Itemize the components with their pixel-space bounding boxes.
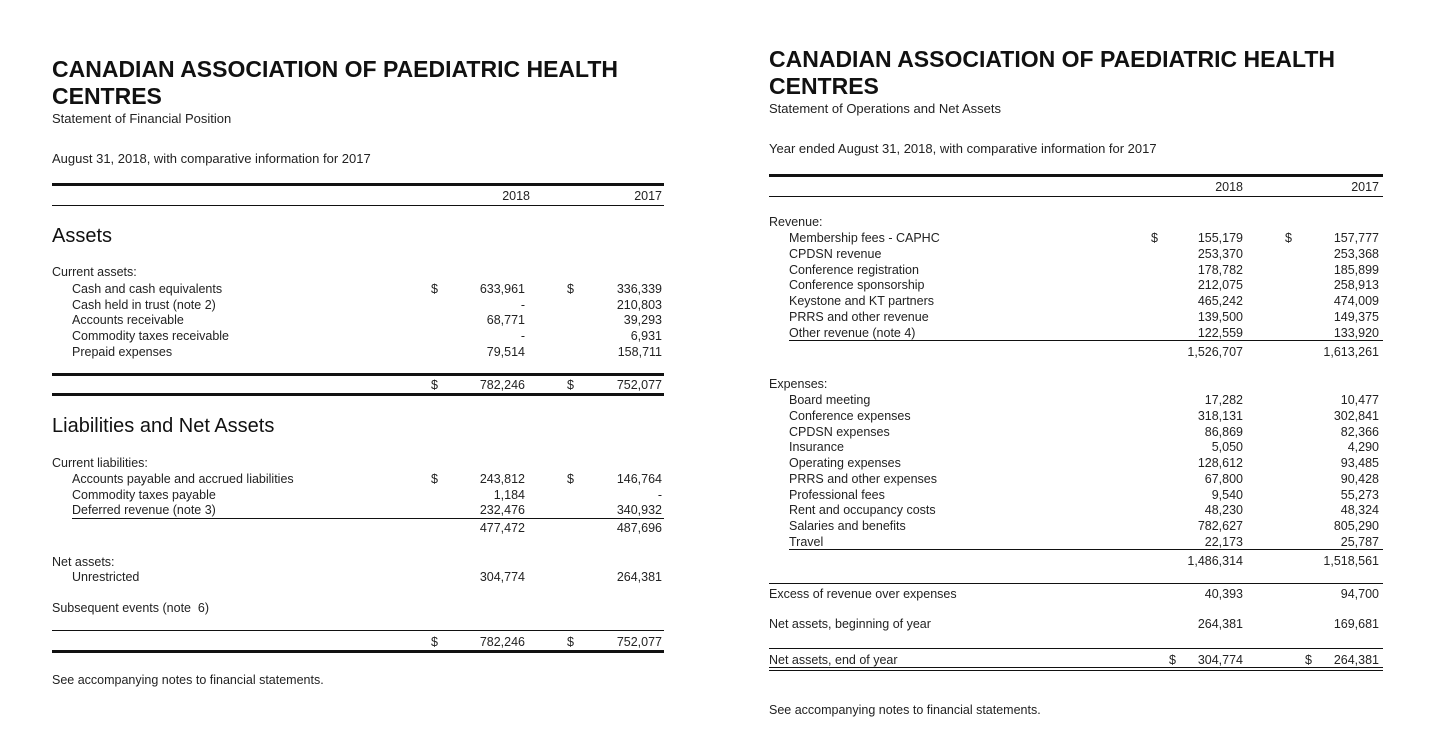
expenses-label: Expenses: bbox=[769, 377, 828, 391]
liabilities-subtotal-rule bbox=[72, 518, 664, 519]
expense-item-label: Board meeting bbox=[789, 393, 871, 407]
current-asset-2017: 158,711 bbox=[617, 344, 662, 359]
liabilities-total-bottom-rule bbox=[52, 650, 664, 653]
column-header-rule bbox=[52, 205, 664, 206]
unrestricted-label: Unrestricted bbox=[72, 570, 140, 584]
assets-total-top-rule bbox=[52, 373, 664, 376]
current-asset-currency-2018: $ bbox=[431, 282, 438, 296]
expense-item-2017: 82,366 bbox=[1340, 424, 1379, 439]
current-asset-2017: 39,293 bbox=[623, 313, 662, 328]
revenue-item-label: CPDSN revenue bbox=[789, 246, 882, 261]
end-underline-1 bbox=[769, 667, 1383, 668]
current-asset-2017: 6,931 bbox=[630, 329, 662, 344]
revenue-item-2017: 157,777 bbox=[1333, 231, 1379, 245]
liabilities-total-top-rule bbox=[52, 630, 664, 631]
revenue-item-label: Membership fees - CAPHC bbox=[789, 231, 940, 245]
expense-item-2018: 782,627 bbox=[1197, 519, 1243, 533]
revenue-item-2017: 133,920 bbox=[1333, 325, 1379, 340]
current-liability-label: Accounts payable and accrued liabilities bbox=[72, 472, 294, 486]
current-asset-2018: 68,771 bbox=[486, 313, 525, 328]
liabilities-subtotal-2018: 477,472 bbox=[479, 521, 525, 535]
beginning-2018: 264,381 bbox=[1197, 617, 1243, 631]
revenue-item-2017: 149,375 bbox=[1333, 309, 1379, 324]
expense-item-2017: 302,841 bbox=[1333, 408, 1379, 423]
expense-item-2017: 93,485 bbox=[1340, 456, 1379, 470]
assets-total-2017: 752,077 bbox=[616, 378, 662, 392]
revenue-total-2017: 1,613,261 bbox=[1323, 345, 1379, 359]
beginning-label: Net assets, beginning of year bbox=[769, 617, 931, 631]
revenue-item-2017: 474,009 bbox=[1333, 294, 1379, 308]
assets-total-bottom-rule bbox=[52, 393, 664, 396]
expense-item-2017: 55,273 bbox=[1340, 487, 1379, 502]
excess-2017: 94,700 bbox=[1340, 587, 1379, 601]
expense-item-label: Insurance bbox=[789, 440, 844, 455]
revenue-item-2018: 253,370 bbox=[1197, 246, 1243, 261]
current-asset-2018: - bbox=[520, 329, 525, 344]
revenue-item-2017: 185,899 bbox=[1333, 262, 1379, 277]
current-asset-currency-2017: $ bbox=[567, 282, 574, 296]
beginning-2017: 169,681 bbox=[1333, 617, 1379, 631]
current-asset-label: Cash held in trust (note 2) bbox=[72, 297, 216, 312]
current-asset-label: Commodity taxes receivable bbox=[72, 329, 230, 344]
liabilities-total-2018: 782,246 bbox=[479, 635, 525, 649]
end-top-rule bbox=[769, 648, 1383, 649]
revenue-item-2018: 212,075 bbox=[1197, 278, 1243, 293]
current-liability-2017: - bbox=[657, 487, 662, 502]
expense-item-label: Rent and occupancy costs bbox=[789, 503, 936, 518]
liabilities-total-currency-2018: $ bbox=[431, 635, 438, 649]
current-liability-label: Commodity taxes payable bbox=[72, 487, 216, 502]
liabilities-total-2017: 752,077 bbox=[616, 635, 662, 649]
current-liability-2017: 146,764 bbox=[616, 472, 662, 486]
liabilities-subtotal-2017: 487,696 bbox=[616, 521, 662, 535]
unrestricted-2017: 264,381 bbox=[616, 570, 662, 584]
revenue-item-2018: 178,782 bbox=[1197, 262, 1243, 277]
current-assets-label: Current assets: bbox=[52, 265, 137, 279]
revenue-item-label: Conference registration bbox=[789, 262, 919, 277]
end-2017: 264,381 bbox=[1333, 653, 1379, 667]
page-title: CANADIAN ASSOCIATION OF PAEDIATRIC HEALTH CENTRES bbox=[52, 56, 619, 109]
end-2018: 304,774 bbox=[1197, 653, 1243, 667]
expense-item-label: Professional fees bbox=[789, 487, 885, 502]
revenue-item-2018: 155,179 bbox=[1197, 231, 1243, 245]
current-asset-2017: 336,339 bbox=[616, 282, 662, 296]
excess-top-rule bbox=[769, 583, 1383, 584]
subsequent-events-label: Subsequent events (note 6) bbox=[52, 601, 210, 615]
expense-item-2017: 90,428 bbox=[1340, 471, 1379, 486]
expense-item-2018: 17,282 bbox=[1204, 393, 1243, 407]
end-label: Net assets, end of year bbox=[769, 653, 898, 667]
excess-2018: 40,393 bbox=[1204, 587, 1243, 601]
net-assets-label: Net assets: bbox=[52, 555, 115, 569]
current-asset-2018: - bbox=[520, 297, 525, 312]
expenses-total-2018: 1,486,314 bbox=[1187, 554, 1243, 568]
revenue-item-label: PRRS and other revenue bbox=[789, 309, 929, 324]
current-asset-2018: 633,961 bbox=[479, 282, 525, 296]
revenue-item-2018: 465,242 bbox=[1197, 294, 1243, 308]
current-liability-2017: 340,932 bbox=[616, 503, 662, 518]
operations-page bbox=[717, 0, 1434, 750]
page-subtitle: Statement of Financial Position bbox=[52, 111, 232, 126]
revenue-item-2018: 139,500 bbox=[1197, 309, 1243, 324]
period-label: Year ended August 31, 2018, with comparative information for 2017 bbox=[769, 141, 1157, 156]
current-liabilities-label: Current liabilities: bbox=[52, 456, 148, 470]
assets-heading: Assets bbox=[52, 225, 113, 247]
revenue-item-label: Keystone and KT partners bbox=[789, 294, 934, 308]
expense-item-2018: 67,800 bbox=[1204, 471, 1243, 486]
column-header-2018: 2018 bbox=[502, 189, 530, 203]
current-liability-currency-2018: $ bbox=[431, 472, 438, 486]
end-underline-2 bbox=[769, 670, 1383, 671]
expenses-total-2017: 1,518,561 bbox=[1323, 554, 1379, 568]
column-header-rule bbox=[769, 196, 1383, 197]
liabilities-heading: Liabilities and Net Assets bbox=[52, 415, 275, 437]
expense-item-label: CPDSN expenses bbox=[789, 424, 890, 439]
column-header-2017: 2017 bbox=[1351, 180, 1379, 194]
expense-item-2018: 318,131 bbox=[1197, 408, 1243, 423]
expense-item-2018: 86,869 bbox=[1204, 424, 1243, 439]
revenue-item-2017: 258,913 bbox=[1333, 278, 1379, 293]
current-liability-2018: 1,184 bbox=[493, 487, 525, 502]
expenses-underline bbox=[789, 549, 1383, 550]
expense-item-label: PRRS and other expenses bbox=[789, 471, 938, 486]
liabilities-total-currency-2017: $ bbox=[567, 635, 574, 649]
page-title: CANADIAN ASSOCIATION OF PAEDIATRIC HEALTH CENTRES bbox=[769, 46, 1336, 99]
expense-item-2017: 4,290 bbox=[1347, 440, 1379, 455]
page-subtitle: Statement of Operations and Net Assets bbox=[769, 101, 1001, 116]
period-label: August 31, 2018, with comparative information for 2017 bbox=[52, 151, 371, 166]
column-header-2017: 2017 bbox=[634, 189, 662, 203]
expense-item-2017: 48,324 bbox=[1340, 503, 1379, 518]
current-asset-2018: 79,514 bbox=[486, 344, 525, 359]
current-liability-label: Deferred revenue (note 3) bbox=[72, 503, 216, 518]
excess-label: Excess of revenue over expenses bbox=[769, 587, 957, 601]
column-header-2018: 2018 bbox=[1215, 180, 1243, 194]
expense-item-2018: 48,230 bbox=[1204, 503, 1243, 518]
assets-total-2018: 782,246 bbox=[479, 378, 525, 392]
header-rule bbox=[769, 174, 1383, 177]
revenue-item-currency-2018: $ bbox=[1151, 231, 1158, 245]
footnote: See accompanying notes to financial statements. bbox=[769, 703, 1041, 717]
expense-item-2018: 9,540 bbox=[1211, 487, 1243, 502]
revenue-label: Revenue: bbox=[769, 215, 823, 229]
revenue-item-2017: 253,368 bbox=[1333, 246, 1379, 261]
assets-total-currency-2018: $ bbox=[431, 378, 438, 392]
current-liability-currency-2017: $ bbox=[567, 472, 574, 486]
current-liability-2018: 232,476 bbox=[479, 503, 525, 518]
current-asset-2017: 210,803 bbox=[616, 297, 662, 312]
revenue-item-label: Other revenue (note 4) bbox=[789, 325, 916, 340]
expense-item-2017: 10,477 bbox=[1340, 393, 1379, 407]
header-rule bbox=[52, 183, 664, 186]
revenue-item-label: Conference sponsorship bbox=[789, 278, 925, 293]
expense-item-label: Salaries and benefits bbox=[789, 519, 906, 533]
revenue-underline bbox=[789, 340, 1383, 341]
expense-item-label: Conference expenses bbox=[789, 408, 911, 423]
expense-item-label: Operating expenses bbox=[789, 456, 901, 470]
revenue-item-2018: 122,559 bbox=[1197, 325, 1243, 340]
unrestricted-2018: 304,774 bbox=[479, 570, 525, 584]
current-asset-label: Cash and cash equivalents bbox=[72, 282, 223, 296]
current-liability-2018: 243,812 bbox=[479, 472, 525, 486]
expense-item-label: Travel bbox=[789, 534, 824, 549]
expense-item-2017: 25,787 bbox=[1340, 534, 1379, 549]
current-asset-label: Accounts receivable bbox=[72, 313, 184, 328]
current-asset-label: Prepaid expenses bbox=[72, 344, 173, 359]
expense-item-2018: 128,612 bbox=[1197, 456, 1243, 470]
footnote: See accompanying notes to financial statements. bbox=[52, 673, 324, 687]
expense-item-2018: 22,173 bbox=[1204, 534, 1243, 549]
end-currency-2017: $ bbox=[1305, 653, 1312, 667]
revenue-item-currency-2017: $ bbox=[1285, 231, 1292, 245]
end-currency-2018: $ bbox=[1169, 653, 1176, 667]
expense-item-2017: 805,290 bbox=[1333, 519, 1379, 533]
expense-item-2018: 5,050 bbox=[1211, 440, 1243, 455]
assets-total-currency-2017: $ bbox=[567, 378, 574, 392]
revenue-total-2018: 1,526,707 bbox=[1187, 345, 1243, 359]
